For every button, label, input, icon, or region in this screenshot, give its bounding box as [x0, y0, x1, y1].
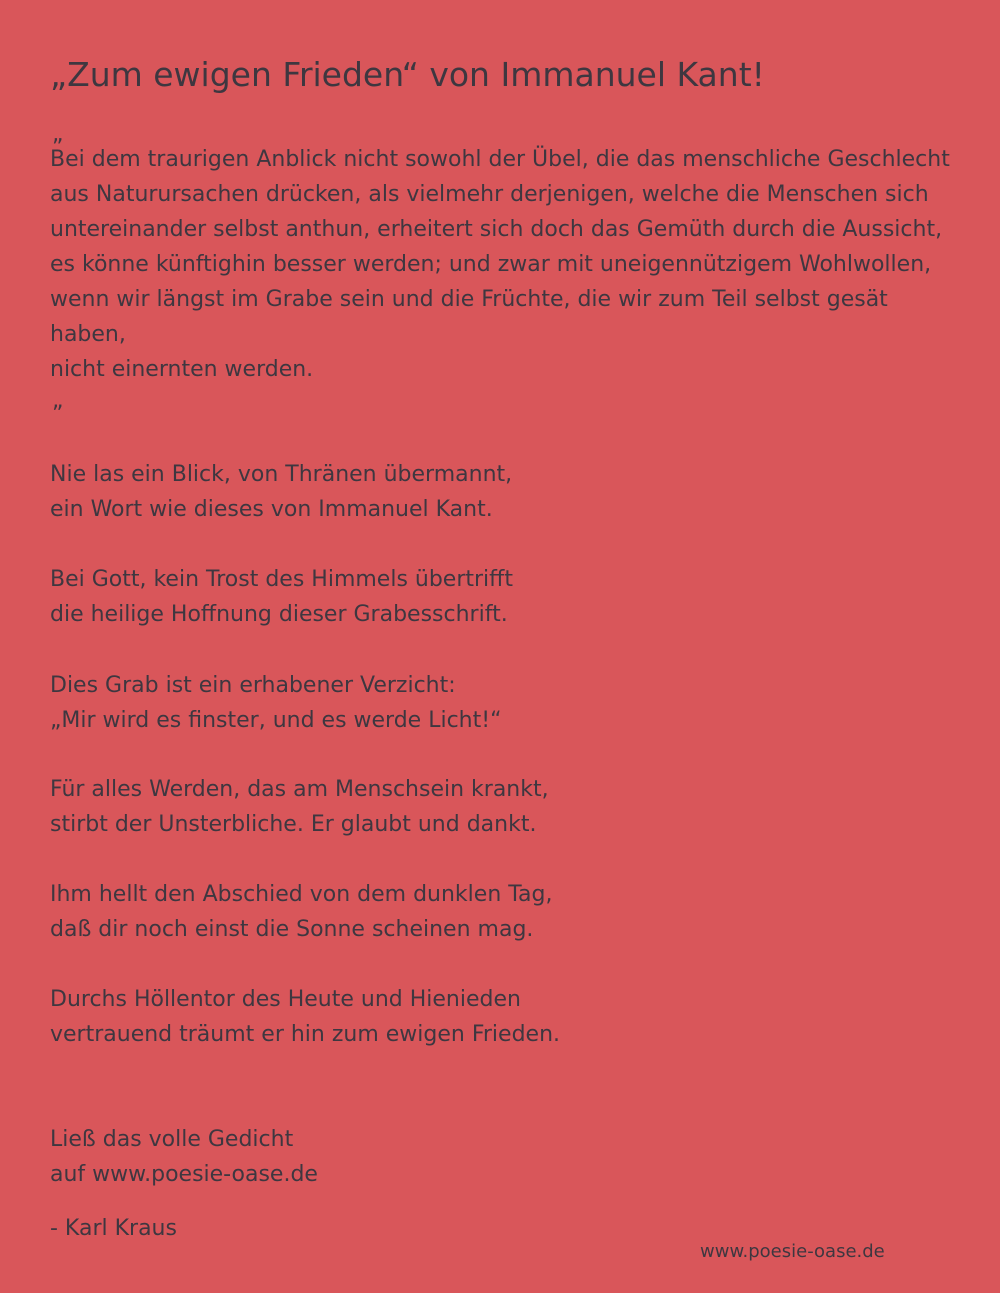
- stanza-line: Für alles Werden, das am Menschsein krankt,: [50, 777, 549, 802]
- footer-url: www.poesie-oase.de: [700, 1241, 885, 1262]
- stanza-line: Dies Grab ist ein erhabener Verzicht:: [50, 673, 456, 698]
- quote-line: Bei dem traurigen Anblick nicht sowohl der Übel, die das menschliche Geschlecht: [50, 147, 950, 172]
- stanza-line: stirbt der Unsterbliche. Er glaubt und dankt.: [50, 812, 537, 837]
- quote-line: wenn wir längst im Grabe sein und die Früchte, die wir zum Teil selbst gesät: [50, 287, 888, 312]
- promo-line: Ließ das volle Gedicht: [50, 1127, 294, 1152]
- stanza-line: Ihm hellt den Abschied von dem dunklen Tag,: [50, 882, 553, 907]
- stanza-line: ein Wort wie dieses von Immanuel Kant.: [50, 497, 493, 522]
- author-name: - Karl Kraus: [50, 1216, 177, 1241]
- stanza: [50, 562, 960, 632]
- stanza-line: „Mir wird es finster, und es werde Licht!“: [50, 708, 502, 733]
- stanza: [50, 772, 960, 842]
- quote-line: nicht einernten werden.: [50, 357, 314, 382]
- quote-line: aus Naturursachen drücken, als vielmehr derjenigen, welche die Menschen sich: [50, 182, 929, 207]
- stanza: [50, 982, 960, 1052]
- quote-close-mark: ”: [52, 402, 64, 427]
- stanza: [50, 457, 960, 527]
- promo-text: [50, 1122, 960, 1192]
- stanza: [50, 877, 960, 947]
- promo-link-line: auf www.poesie-oase.de: [50, 1162, 318, 1187]
- stanza-line: Durchs Höllentor des Heute und Hienieden: [50, 987, 521, 1012]
- quote-block: [50, 142, 960, 387]
- stanza-line: daß dir noch einst die Sonne scheinen mag.: [50, 917, 534, 942]
- quote-line: untereinander selbst anthun, erheitert sich doch das Gemüth durch die Aussicht,: [50, 217, 943, 242]
- quote-line: es könne künftighin besser werden; und zwar mit uneigennützigem Wohlwollen,: [50, 252, 932, 277]
- stanza-line: Bei Gott, kein Trost des Himmels übertrifft: [50, 567, 513, 592]
- quote-line: haben,: [50, 322, 126, 347]
- quote-open-mark: „: [52, 122, 64, 147]
- stanza-line: die heilige Hoffnung dieser Grabesschrift.: [50, 602, 508, 627]
- stanza: [50, 668, 960, 738]
- page-title: „Zum ewigen Frieden“ von Immanuel Kant!: [50, 55, 765, 94]
- stanza-line: Nie las ein Blick, von Thränen übermannt,: [50, 462, 513, 487]
- stanza-line: vertrauend träumt er hin zum ewigen Frieden.: [50, 1022, 561, 1047]
